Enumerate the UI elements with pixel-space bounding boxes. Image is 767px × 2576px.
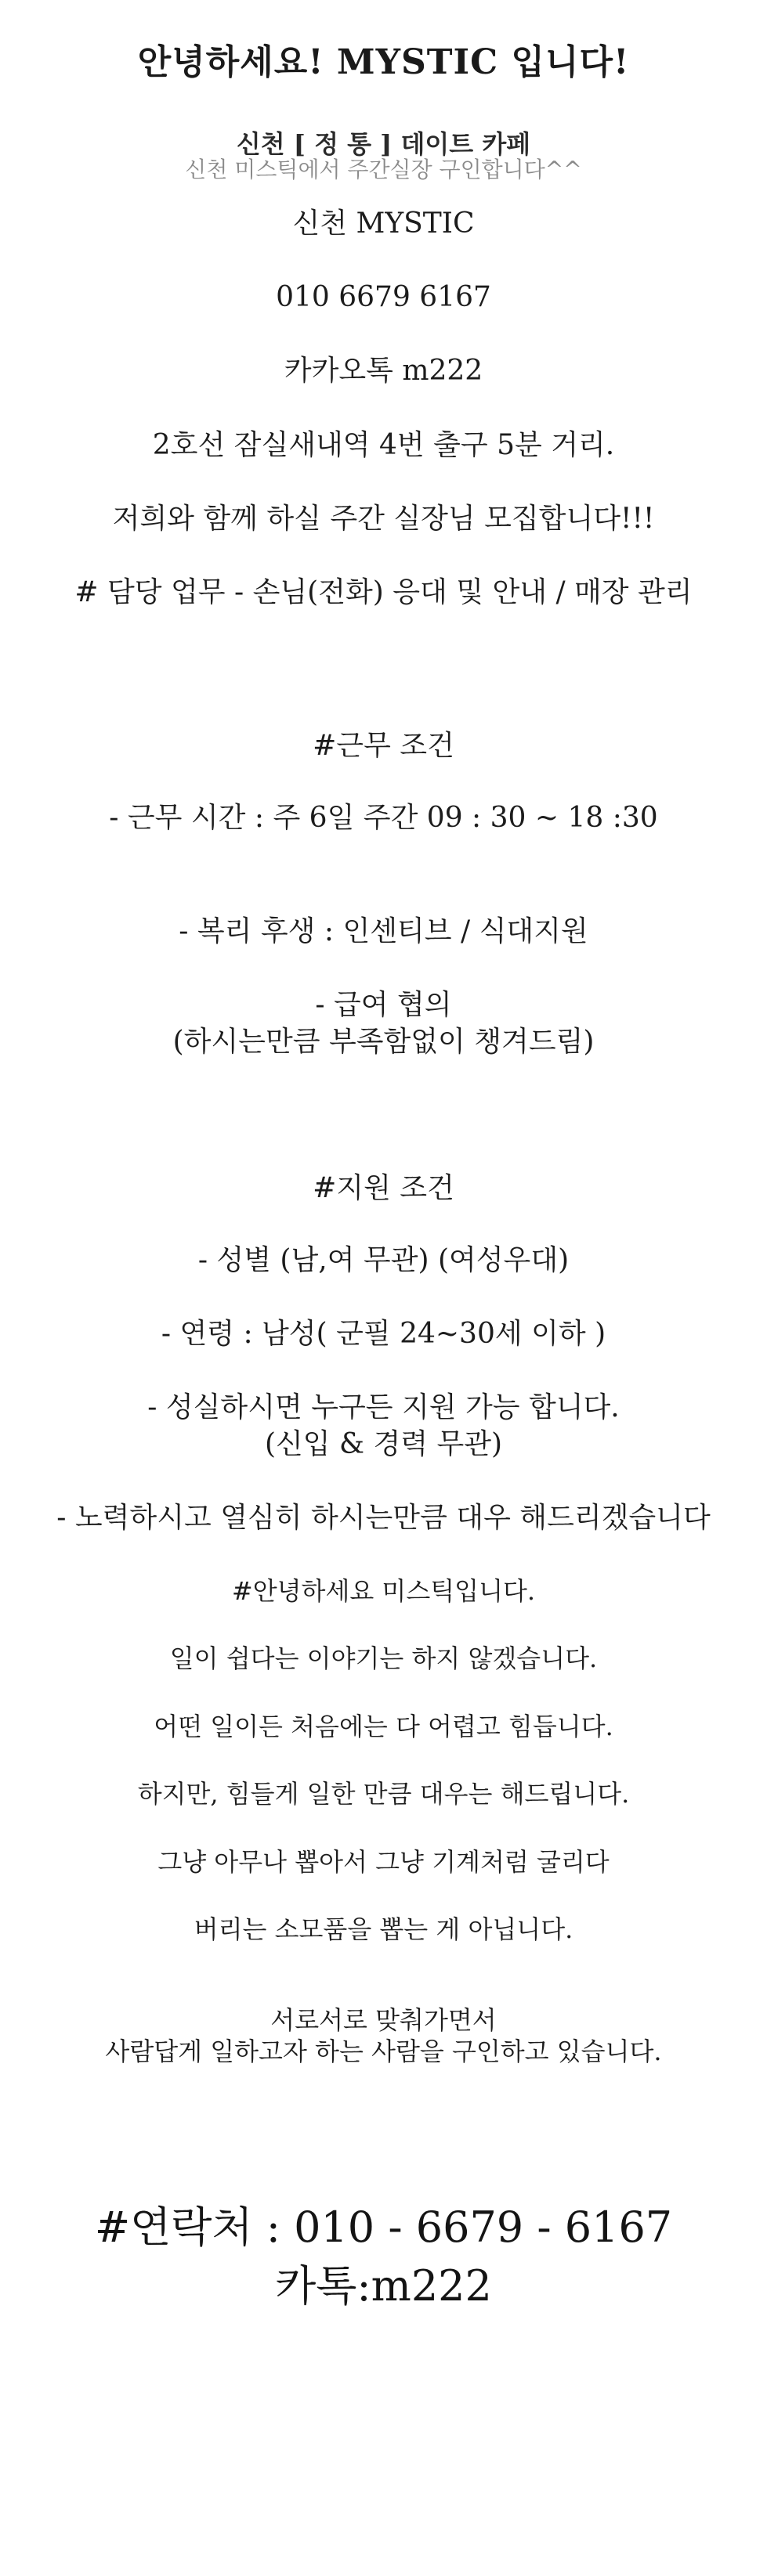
message-line: 일이 쉽다는 이야기는 하지 않겠습니다. [169, 1643, 598, 1673]
greeting-text: #안녕하세요 미스틱입니다. [231, 1576, 536, 1606]
sincere-condition: - 성실하시면 누구든 지원 가능 합니다. [147, 1391, 620, 1423]
cafe-subtitle: 신천 [ 정 통 ] 데이트 카페 [236, 129, 531, 159]
reward-text: - 노력하시고 열심히 하시는만큼 대우 해드리겠습니다 [56, 1502, 711, 1534]
page-title: 안녕하세요! MYSTIC 입니다! [137, 42, 630, 82]
contact-kakao: 카톡:m222 [275, 2261, 492, 2311]
experience-condition: (신입 & 경력 무관) [264, 1428, 503, 1460]
location-text: 2호선 잠실새내역 4번 출구 5분 거리. [152, 429, 615, 461]
salary: - 급여 협의 [315, 989, 452, 1021]
work-conditions-heading: #근무 조건 [313, 730, 454, 762]
overlay-caption: 신천 미스틱에서 주간실장 구인합니다^^ [185, 157, 582, 182]
benefits: - 복리 후생 : 인센티브 / 식대지원 [179, 915, 588, 947]
phone-number: 010 6679 6167 [276, 281, 491, 313]
message-line: 그냥 아무나 뽑아서 그냥 기계처럼 굴리다 [157, 1847, 610, 1877]
message-line: 하지만, 힘들게 일한 만큼 대우는 해드립니다. [137, 1779, 630, 1809]
duty-text: # 담당 업무 - 손님(전화) 응대 및 안내 / 매장 관리 [74, 576, 693, 608]
recruit-text: 저희와 함께 하실 주간 실장님 모집합니다!!! [112, 503, 655, 535]
message-line: 어떤 일이든 처음에는 다 어렵고 힘듭니다. [154, 1712, 613, 1741]
age-condition: - 연령 : 남성( 군필 24~30세 이하 ) [161, 1318, 606, 1350]
salary-note: (하시는만큼 부족함없이 챙겨드림) [172, 1026, 595, 1058]
gender-condition: - 성별 (남,여 무관) (여성우대) [197, 1244, 570, 1276]
shop-name: 신천 MYSTIC [292, 207, 475, 240]
message-line: 사람답게 일하고자 하는 사람을 구인하고 있습니다. [105, 2037, 662, 2066]
contact-phone: #연락처 : 010 - 6679 - 6167 [94, 2203, 673, 2252]
message-line: 버리는 소모품을 뽑는 게 아닙니다. [194, 1914, 573, 1944]
apply-conditions-heading: #지원 조건 [313, 1172, 454, 1204]
kakao-id: 카카오톡 m222 [284, 355, 483, 387]
message-line: 서로서로 맞춰가면서 [270, 2005, 497, 2035]
work-hours: - 근무 시간 : 주 6일 주간 09 : 30 ~ 18 :30 [109, 802, 658, 834]
